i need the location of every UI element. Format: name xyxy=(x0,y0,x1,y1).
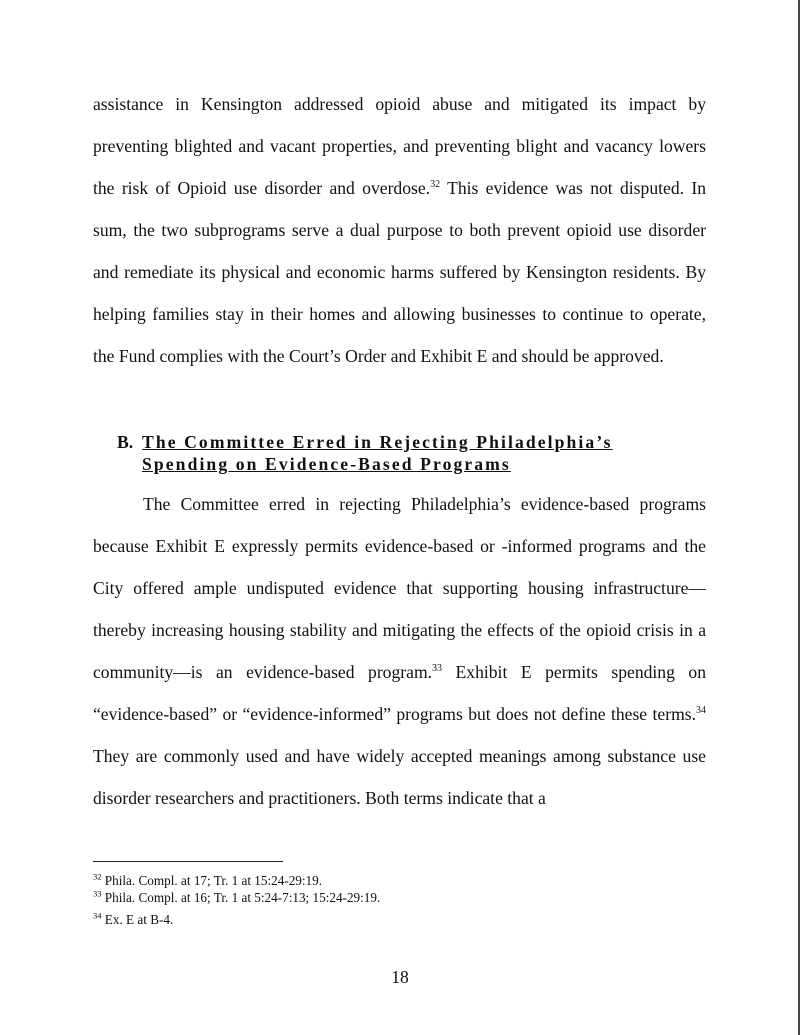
footnote-text: Phila. Compl. at 17; Tr. 1 at 15:24-29:19. xyxy=(104,873,323,888)
paragraph-text: They are commonly used and have widely accepted meanings among substance use disorder researchers and practitioners. Both terms indicate that a xyxy=(93,746,706,808)
footnote-34 xyxy=(93,911,706,928)
footnote-number: 33 xyxy=(93,888,102,899)
paragraph-text: This evidence was not disputed. In sum, the two subprograms serve a dual purpose to both prevent opioid use disorder and remediate its physical and economic harms suffered by Kensington residents. By helping families stay in their homes and allowing businesses to continue to operate, the Fund complies with the Court’s Order and Exhibit E and should be approved. xyxy=(93,178,706,366)
paragraph-text: Exhibit E permits spending on “evidence-based” or “evidence-informed” programs but does not define these terms. xyxy=(93,662,706,724)
footnote-number: 34 xyxy=(93,910,102,921)
footnote-separator xyxy=(93,861,283,862)
paragraph-text: The Committee erred in rejecting Philadelphia’s evidence-based programs because Exhibit E expressly permits evidence-based or -informed programs and the City offered ample undisputed evidence that supporting housing infrastructure—thereby increasing housing stability and mitigating the effects of the opioid crisis in a community—is an evidence-based program. xyxy=(93,494,706,682)
section-title: The Committee Erred in Rejecting Philadelphia’s Spending on Evidence-Based Programs xyxy=(142,432,613,474)
footnotes xyxy=(93,872,706,928)
footnote-ref-33[interactable]: 33 xyxy=(432,663,443,675)
paragraph-text: assistance in Kensington addressed opioid abuse and mitigated its impact by preventing blighted and vacant properties, and preventing blight and vacancy lowers the risk of Opioid use disorder and overdose. xyxy=(93,94,706,198)
footnote-ref-34[interactable]: 34 xyxy=(696,705,706,717)
footnote-text: Ex. E at B-4. xyxy=(104,912,174,927)
footnote-32 xyxy=(93,872,706,889)
footnote-number: 32 xyxy=(93,871,102,882)
footnote-ref-32[interactable]: 32 xyxy=(430,179,441,191)
body-paragraph-section-b xyxy=(93,483,706,819)
body-paragraph-continued xyxy=(93,83,706,377)
footnote-text: Phila. Compl. at 16; Tr. 1 at 5:24-7:13; 15:24-29:19. xyxy=(104,890,381,905)
footnote-33 xyxy=(93,889,706,906)
page-number: 18 xyxy=(391,967,409,987)
section-letter: B. xyxy=(117,432,134,452)
